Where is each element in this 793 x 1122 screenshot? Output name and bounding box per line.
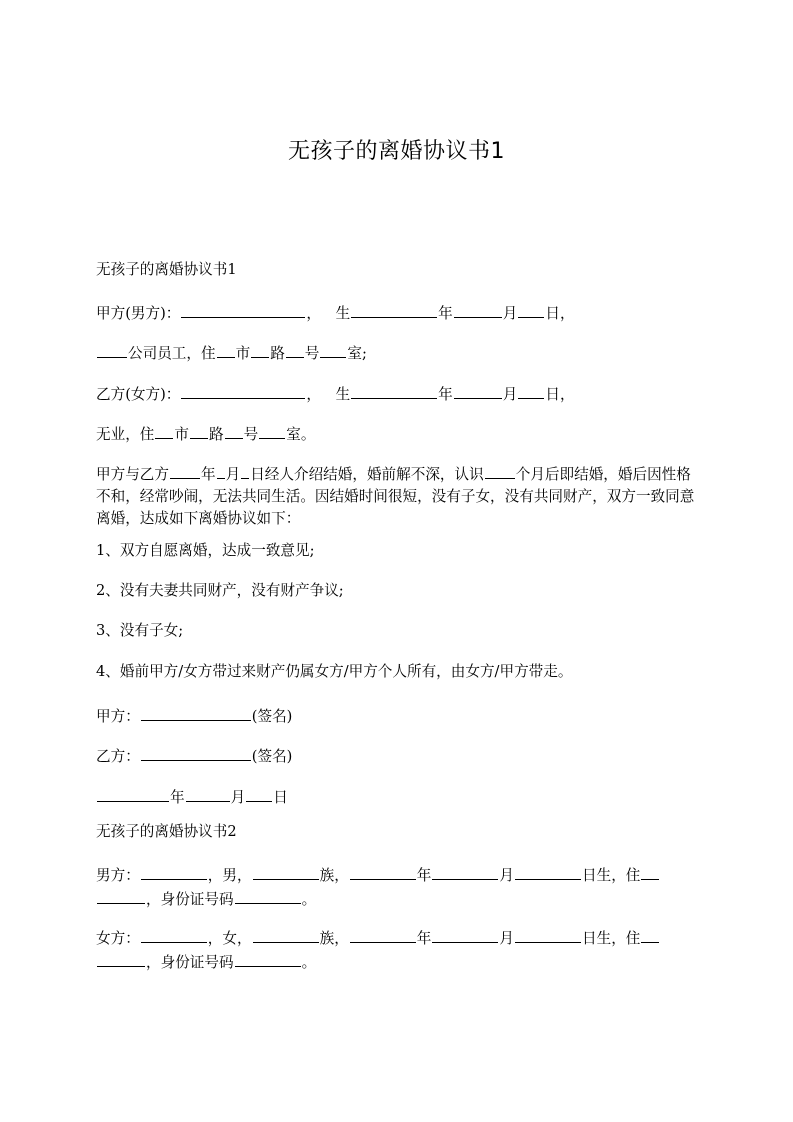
signature-a-line [96, 704, 698, 728]
document-title: 无孩子的离婚协议书1 [288, 139, 505, 164]
number-label: 号 [304, 345, 320, 362]
intro-paragraph [96, 462, 698, 530]
blank-field [97, 887, 145, 904]
company-text: 公司员工，住 [128, 345, 216, 362]
blank-field [181, 301, 305, 318]
road-label: 路 [270, 345, 285, 362]
blank-field [155, 422, 173, 439]
month-label: 月 [502, 386, 518, 403]
section2-heading: 无孩子的离婚协议书2 [96, 823, 237, 840]
blank-field [190, 422, 208, 439]
city-label: 市 [235, 345, 251, 362]
gender-text: ，女， [207, 930, 252, 947]
month-label: 月 [499, 867, 515, 884]
blank-field [432, 926, 498, 943]
month-label: 月 [499, 930, 515, 947]
blank-field [241, 462, 249, 479]
number-label: 号 [243, 426, 259, 443]
year-label: 年 [416, 930, 432, 947]
man-info-paragraph [96, 863, 698, 911]
sign-suffix: (签名) [251, 708, 293, 725]
intro-text: 年 [200, 466, 216, 483]
term-2: 2、没有夫妻共同财产，没有财产争议; [96, 582, 344, 599]
blank-field [351, 382, 437, 399]
signature-b-line [96, 744, 698, 768]
blank-field [286, 341, 304, 358]
date-line [96, 785, 698, 809]
blank-field [217, 462, 225, 479]
blank-field [186, 785, 230, 802]
day-label: 日 [273, 789, 288, 806]
blank-field [641, 926, 659, 943]
comma-text: ， [306, 305, 321, 322]
blank-field [253, 926, 319, 943]
blank-field [97, 341, 127, 358]
party-a-label: 甲方(男方)： [96, 305, 181, 322]
month-label: 月 [230, 789, 246, 806]
blank-field [141, 744, 251, 761]
blank-field [170, 462, 200, 479]
born-text: 日生，住 [582, 930, 641, 947]
born-text: 日生，住 [582, 867, 641, 884]
year-label: 年 [416, 867, 432, 884]
blank-field [97, 785, 169, 802]
blank-field [141, 926, 207, 943]
intro-text: 日经人介绍结婚，婚前解不深，认识 [250, 466, 484, 483]
section1-heading: 无孩子的离婚协议书1 [96, 261, 237, 278]
blank-field [351, 301, 437, 318]
day-label: 日， [545, 386, 575, 403]
comma-text: ， [306, 386, 321, 403]
road-label: 路 [209, 426, 224, 443]
id-label: ，身份证号码 [146, 954, 234, 971]
man-label: 男方： [96, 867, 140, 884]
ethnic-label: 族， [319, 867, 349, 884]
blank-field [350, 863, 416, 880]
year-label: 年 [438, 386, 453, 403]
intro-text: 甲方与乙方 [96, 466, 169, 483]
blank-field [259, 422, 285, 439]
blank-field [454, 301, 502, 318]
sign-a-label: 甲方： [96, 708, 140, 725]
party-a-address-line [96, 341, 698, 365]
id-label: ，身份证号码 [146, 891, 234, 908]
sign-suffix: (签名) [251, 748, 293, 765]
blank-field [518, 301, 544, 318]
period-text: 。 [301, 891, 317, 908]
woman-info-paragraph [96, 926, 698, 974]
party-b-line [96, 382, 698, 406]
intro-text: 月 [225, 466, 241, 483]
woman-label: 女方： [96, 930, 140, 947]
blank-field [320, 341, 346, 358]
blank-field [251, 341, 269, 358]
unemployed-text: 无业，住 [96, 426, 155, 443]
month-label: 月 [502, 305, 518, 322]
party-a-line [96, 301, 698, 325]
blank-field [246, 785, 272, 802]
city-label: 市 [174, 426, 189, 443]
year-label: 年 [170, 789, 185, 806]
party-b-address-line [96, 422, 698, 446]
blank-field [432, 863, 498, 880]
blank-field [141, 863, 207, 880]
blank-field [181, 382, 305, 399]
blank-field [515, 926, 581, 943]
blank-field [350, 926, 416, 943]
room-label: 室。 [286, 426, 316, 443]
day-label: 日， [545, 305, 575, 322]
blank-field [515, 863, 581, 880]
blank-field [141, 704, 251, 721]
year-label: 年 [438, 305, 453, 322]
blank-field [518, 382, 544, 399]
sign-b-label: 乙方： [96, 748, 140, 765]
blank-field [641, 863, 659, 880]
blank-field [97, 950, 145, 967]
blank-field [485, 462, 515, 479]
ethnic-label: 族， [319, 930, 349, 947]
room-label: 室; [347, 345, 367, 362]
born-label: 生 [335, 305, 351, 322]
blank-field [235, 887, 301, 904]
blank-field [253, 863, 319, 880]
blank-field [225, 422, 243, 439]
born-label: 生 [335, 386, 351, 403]
blank-field [454, 382, 502, 399]
term-4: 4、婚前甲方/女方带过来财产仍属女方/甲方个人所有，由女方/甲方带走。 [96, 663, 573, 680]
blank-field [235, 950, 301, 967]
term-1: 1、双方自愿离婚，达成一致意见; [96, 542, 315, 559]
period-text: 。 [301, 954, 317, 971]
blank-field [217, 341, 235, 358]
intro-text: 个月后即结婚，婚后因性格不和，经常吵闹，无法共同生活。因结婚时间很短，没有子女，没有共同财产，双方一致同意离婚，达成如下离婚协议如下： [96, 466, 695, 527]
gender-text: ，男， [207, 867, 252, 884]
term-3: 3、没有子女; [96, 622, 184, 639]
party-b-label: 乙方(女方)： [96, 386, 181, 403]
